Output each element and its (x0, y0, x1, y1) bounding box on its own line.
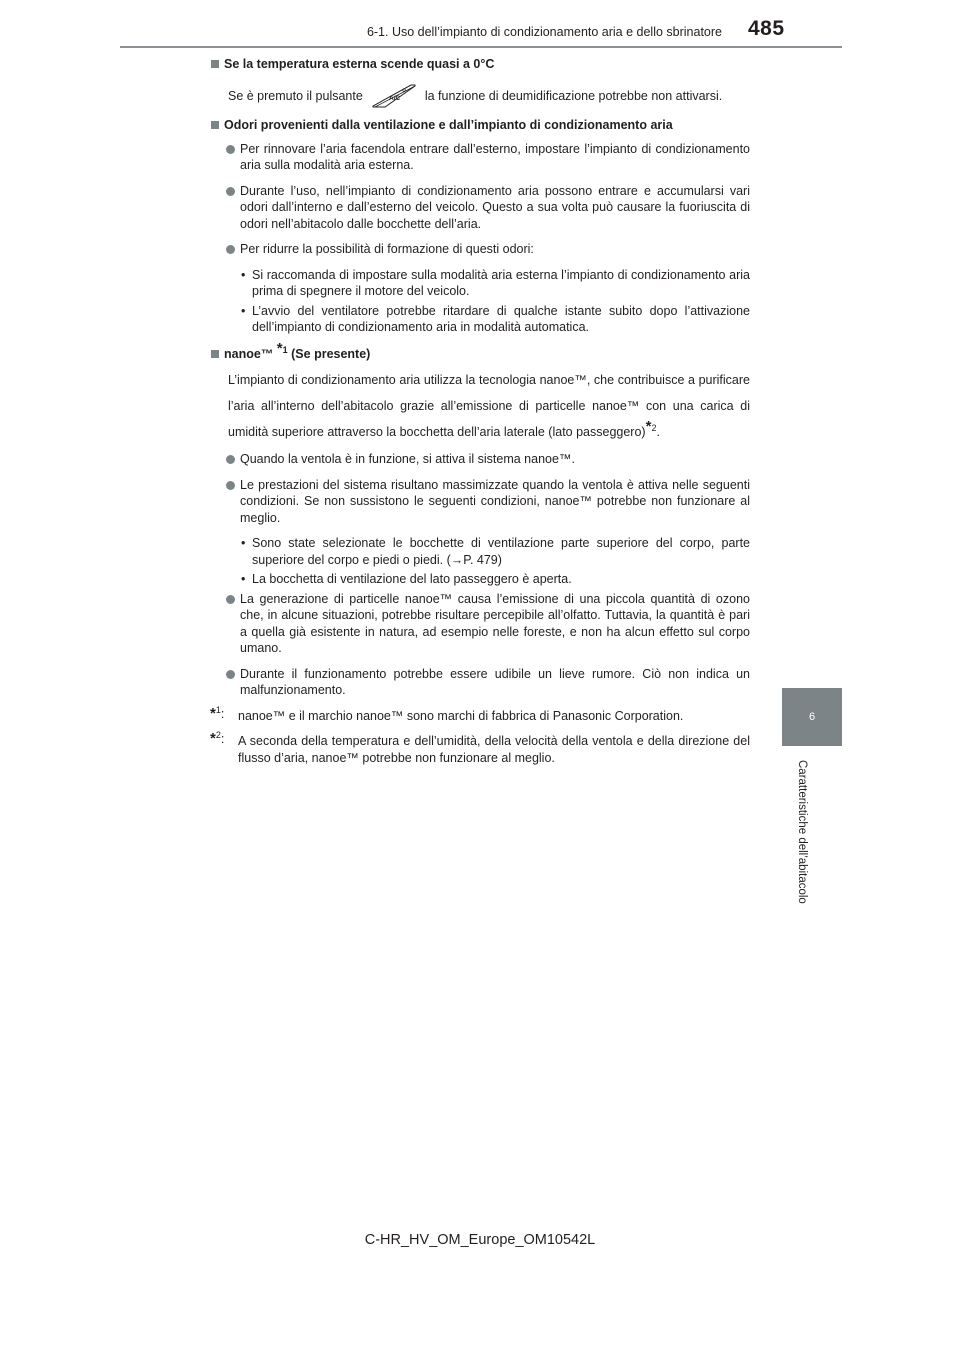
list-item: Durante il funzionamento potrebbe essere udibile un lieve rumore. Ciò non indica un malfunzionamento. (210, 666, 750, 699)
list-item: Quando la ventola è in funzione, si attiva il sistema nanoe™. (210, 451, 750, 468)
square-bullet-icon (211, 60, 219, 68)
section-heading-temperature: Se la temperatura esterna scende quasi a 0°C (210, 56, 750, 73)
sub-list-item: • La bocchetta di ventilazione del lato passeggero è aperta. (241, 572, 572, 587)
bullet-dot-icon (226, 145, 235, 154)
footnote-1: *$^1$: nanoe™ e il marchio nanoe™ sono marchi di fabbrica di Panasonic Corporation. (210, 704, 684, 723)
square-bullet-icon (211, 121, 219, 129)
list-item: Per rinnovare l’aria facendola entrare dall’esterno, impostare l’impianto di condizionamento aria sulla modalità aria esterna. (210, 141, 750, 174)
chapter-tab (782, 688, 842, 746)
footnote-2: *$^2$: A seconda della temperatura e dell’umidità, della velocità della ventola e della direzione del flusso d’aria, nanoe™ potrebbe non funzionare al meglio. (210, 730, 750, 765)
section-paragraph: Se è premuto il pulsante A/C la funzione di deumidificazione potrebbe non attivarsi. (210, 83, 750, 110)
ac-button-icon (371, 83, 417, 109)
document-code: C-HR_HV_OM_Europe_OM10542L (364, 1232, 596, 1248)
bullet-dot-icon (226, 245, 235, 254)
sub-list-item: • L’avvio del ventilatore potrebbe ritardare di qualche istante subito dopo l’attivazione dell’impianto di condizionamento aria in modalità automatica. (241, 303, 750, 335)
sub-list-item: • Sono state selezionate le bocchette di ventilazione parte superiore del corpo, parte superiore del corpo e piedi o piedi. (→P. 479) (241, 536, 750, 567)
page-content (210, 56, 750, 766)
bullet-dot-icon (226, 481, 235, 490)
page-number: 485 (748, 17, 785, 40)
bullet-dot-icon (226, 455, 235, 464)
svg-text:A/C: A/C (388, 95, 401, 103)
chapter-title: 6-1. Uso dell’impianto di condizionamento aria e dello sbrinatore (366, 25, 722, 39)
section-heading-odors: Odori provenienti dalla ventilazione e dall’impianto di condizionamento aria (210, 117, 750, 134)
bullet-dot-icon (226, 187, 235, 196)
chapter-tab-label: Caratteristiche dell’abitacolo (796, 760, 808, 904)
bullet-dot-icon (226, 595, 235, 604)
sub-list-item: • Si raccomanda di impostare sulla modalità aria esterna l’impianto di condizionamento aria prima di spegnere il motore del veicolo. (241, 267, 750, 299)
list-item: Durante l’uso, nell’impianto di condizionamento aria possono entrare e accumularsi vari odori dall’interno e dall’esterno del veicolo. Questo a sua volta può causare la fuoriuscita di odori nell’abitacolo dalle bocchette dell’aria. (210, 183, 750, 233)
list-item: Le prestazioni del sistema risultano massimizzate quando la ventola è attiva nelle seguenti condizioni. Se non sussistono le seguenti condizioni, nanoe™ potrebbe non funzionare al meglio. (210, 477, 750, 527)
section-heading-nanoe: nanoe™ $^{*1}$ (Se presente) (210, 346, 750, 363)
nanoe-intro-paragraph: L’impianto di condizionamento aria utilizza la tecnologia nanoe™, che contribuisce a purificare l’aria all’interno dell’abitacolo grazie all’emissione di particelle nanoe™ con una carica di umidità superiore attraverso la bocchetta dell’aria laterale (lato passeggero)$^{*2}$. (228, 373, 750, 440)
list-item: Per ridurre la possibilità di formazione di questi odori: (210, 241, 750, 258)
square-bullet-icon (211, 350, 219, 358)
chapter-tab-number: 6 (808, 711, 816, 723)
list-item: La generazione di particelle nanoe™ causa l’emissione di una piccola quantità di ozono che, in alcune situazioni, potrebbe risultare percepibile all’olfatto. Tuttavia, la quantità è pari a quella già esistente in natura, ad esempio nelle foreste, e non ha alcun effetto sul corpo umano. (210, 591, 750, 657)
header-divider (120, 46, 842, 48)
bullet-dot-icon (226, 670, 235, 679)
